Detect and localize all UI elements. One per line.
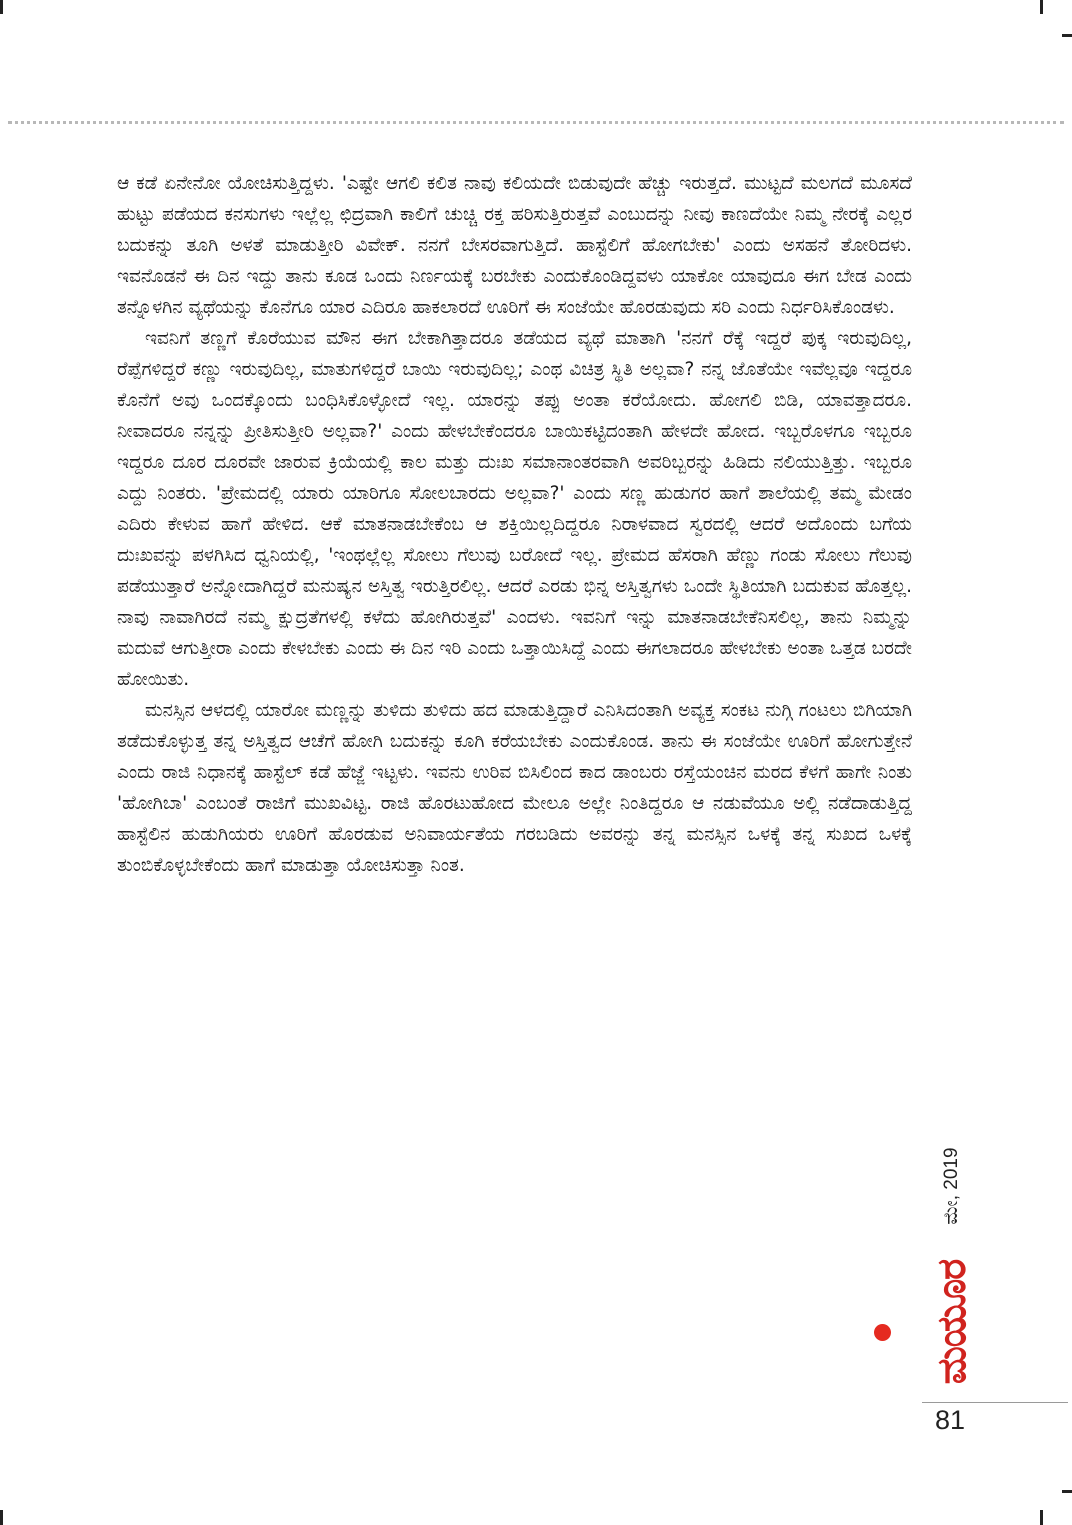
paragraph-1: ಆ ಕಡೆ ಏನೇನೋ ಯೋಚಿಸುತ್ತಿದ್ದಳು. 'ಎಷ್ಟೇ ಆಗಲಿ ಕಲಿತ ನಾವು ಕಲಿಯದೇ ಬಿಡುವುದೇ ಹೆಚ್ಚು ಇರುತ್ತದೆ. ಮುಟ್ಟದೆ ಮಲಗದೆ ಮೂಸದೆ ಹುಟ್ಟು ಪಡೆಯದ ಕನಸುಗಳು ಇಲ್ಲೆಲ್ಲ ಛಿದ್ರವಾಗಿ ಕಾಲಿಗೆ ಚುಚ್ಚಿ ರಕ್ತ ಹರಿಸುತ್ತಿರುತ್ತವೆ ಎಂಬುದನ್ನು ನೀವು ಕಾಣದೆಯೇ ನಿಮ್ಮ ನೇರಕ್ಕೆ ಎಲ್ಲರ ಬದುಕನ್ನು ತೂಗಿ ಅಳತೆ ಮಾಡುತ್ತೀರಿ ವಿವೇಕ್. ನನಗೆ ಬೇಸರವಾಗುತ್ತಿದೆ. ಹಾಸ್ಟೆಲಿಗೆ ಹೋಗಬೇಕು' ಎಂದು ಅಸಹನೆ ತೋರಿದಳು. ಇವನೊಡನೆ ಈ ದಿನ ಇದ್ದು ತಾನು ಕೂಡ ಒಂದು ನಿರ್ಣಯಕ್ಕೆ ಬರಬೇಕು ಎಂದುಕೊಂಡಿದ್ದವಳು ಯಾಕೋ ಯಾವುದೂ ಈಗ ಬೇಡ ಎಂದು ತನ್ನೊಳಗಿನ ವ್ಯಥೆಯನ್ನು ಕೊನೆಗೂ ಯಾರ ಎದಿರೂ ಹಾಕಲಾರದೆ ಊರಿಗೆ ಈ ಸಂಜೆಯೇ ಹೊರಡುವುದು ಸರಿ ಎಂದು ನಿರ್ಧರಿಸಿಕೊಂಡಳು. [117, 173, 912, 318]
crop-mark-top-right [1040, 0, 1043, 14]
crop-mark-bottom-right [1040, 1510, 1043, 1525]
crop-mark-right-upper [1062, 34, 1072, 37]
crop-mark-bottom-left [0, 1510, 3, 1525]
paragraph-3: ಮನಸ್ಸಿನ ಆಳದಲ್ಲಿ ಯಾರೋ ಮಣ್ಣನ್ನು ತುಳಿದು ತುಳಿದು ಹದ ಮಾಡುತ್ತಿದ್ದಾರೆ ಎನಿಸಿದಂತಾಗಿ ಅವ್ಯಕ್ತ ಸಂಕಟ ನುಗ್ಗಿ ಗಂಟಲು ಬಿಗಿಯಾಗಿ ತಡೆದುಕೊಳ್ಳುತ್ತ ತನ್ನ ಅಸ್ತಿತ್ವದ ಆಚೆಗೆ ಹೋಗಿ ಬದುಕನ್ನು ಕೂಗಿ ಕರೆಯಬೇಕು ಎಂದುಕೊಂಡ. ತಾನು ಈ ಸಂಜೆಯೇ ಊರಿಗೆ ಹೋಗುತ್ತೇನೆ ಎಂದು ರಾಜಿ ನಿಧಾನಕ್ಕೆ ಹಾಸ್ಟೆಲ್ ಕಡೆ ಹೆಜ್ಜೆ ಇಟ್ಟಳು. ಇವನು ಉರಿವ ಬಿಸಿಲಿಂದ ಕಾದ ಡಾಂಬರು ರಸ್ತೆಯಂಚಿನ ಮರದ ಕೆಳಗೆ ಹಾಗೇ ನಿಂತು 'ಹೋಗಿಬಾ' ಎಂಬಂತೆ ರಾಜಿಗೆ ಮುಖವಿಟ್ಟ. ರಾಜಿ ಹೊರಟುಹೋದ ಮೇಲೂ ಅಲ್ಲೇ ನಿಂತಿದ್ದರೂ ಆ ನಡುವೆಯೂ ಅಲ್ಲಿ ನಡೆದಾಡುತ್ತಿದ್ದ ಹಾಸ್ಟೆಲಿನ ಹುಡುಗಿಯರು ಊರಿಗೆ ಹೊರಡುವ ಅನಿವಾರ್ಯತೆಯ ಗರಬಡಿದು ಅವರನ್ನು ತನ್ನ ಮನಸ್ಸಿನ ಒಳಕ್ಕೆ ತನ್ನ ಸುಖದ ಒಳಕ್ಕೆ ತುಂಬಿಕೊಳ್ಳಬೇಕೆಂದು ಹಾಗೆ ಮಾಡುತ್ತಾ ಯೋಚಿಸುತ್ತಾ ನಿಂತ. [117, 700, 912, 876]
folio-rule [922, 1402, 1068, 1403]
paragraph-2: ಇವನಿಗೆ ತಣ್ಣಗೆ ಕೊರೆಯುವ ಮೌನ ಈಗ ಬೇಕಾಗಿತ್ತಾದರೂ ತಡೆಯದ ವ್ಯಥೆ ಮಾತಾಗಿ 'ನನಗೆ ರೆಕ್ಕೆ ಇದ್ದರೆ ಪುಕ್ಕ ಇರುವುದಿಲ್ಲ, ರೆಪ್ಪೆಗಳಿದ್ದರೆ ಕಣ್ಣು ಇರುವುದಿಲ್ಲ, ಮಾತುಗಳಿದ್ದರೆ ಬಾಯಿ ಇರುವುದಿಲ್ಲ; ಎಂಥ ವಿಚಿತ್ರ ಸ್ಥಿತಿ ಅಲ್ಲವಾ? ನನ್ನ ಜೊತೆಯೇ ಇವೆಲ್ಲವೂ ಇದ್ದರೂ ಕೊನೆಗೆ ಅವು ಒಂದಕ್ಕೊಂದು ಬಂಧಿಸಿಕೊಳ್ಳೋದೆ ಇಲ್ಲ. ಯಾರನ್ನು ತಪ್ಪು ಅಂತಾ ಕರೆಯೋದು. ಹೋಗಲಿ ಬಿಡಿ, ಯಾವತ್ತಾದರೂ. ನೀವಾದರೂ ನನ್ನನ್ನು ಪ್ರೀತಿಸುತ್ತೀರಿ ಅಲ್ಲವಾ?' ಎಂದು ಹೇಳಬೇಕೆಂದರೂ ಬಾಯಿಕಟ್ಟಿದಂತಾಗಿ ಹೇಳದೇ ಹೋದ. ಇಬ್ಬರೊಳಗೂ ಇಬ್ಬರೂ ಇದ್ದರೂ ದೂರ ದೂರವೇ ಜಾರುವ ಕ್ರಿಯೆಯಲ್ಲಿ ಕಾಲ ಮತ್ತು ದುಃಖ ಸಮಾನಾಂತರವಾಗಿ ಅವರಿಬ್ಬರನ್ನು ಹಿಡಿದು ನಲಿಯುತ್ತಿತ್ತು. ಇಬ್ಬರೂ ಎದ್ದು ನಿಂತರು. 'ಪ್ರೇಮದಲ್ಲಿ ಯಾರು ಯಾರಿಗೂ ಸೋಲಬಾರದು ಅಲ್ಲವಾ?' ಎಂದು ಸಣ್ಣ ಹುಡುಗರ ಹಾಗೆ ಶಾಲೆಯಲ್ಲಿ ತಮ್ಮ ಮೇಡಂ ಎದಿರು ಕೇಳುವ ಹಾಗೆ ಹೇಳಿದ. ಆಕೆ ಮಾತನಾಡಬೇಕೆಂಬ ಆ ಶಕ್ತಿಯಿಲ್ಲದಿದ್ದರೂ ನಿರಾಳವಾದ ಸ್ವರದಲ್ಲಿ ಆದರೆ ಅದೊಂದು ಬಗೆಯ ದುಃಖವನ್ನು ಪಳಗಿಸಿದ ಧ್ವನಿಯಲ್ಲಿ, 'ಇಂಥಲ್ಲೆಲ್ಲ ಸೋಲು ಗೆಲುವು ಬರೋದೆ ಇಲ್ಲ. ಪ್ರೇಮದ ಹೆಸರಾಗಿ ಹೆಣ್ಣು ಗಂಡು ಸೋಲು ಗೆಲುವು ಪಡೆಯುತ್ತಾರೆ ಅನ್ನೋದಾಗಿದ್ದರೆ ಮನುಷ್ಯನ ಅಸ್ತಿತ್ವ ಇರುತ್ತಿರಲಿಲ್ಲ. ಆದರೆ ಎರಡು ಭಿನ್ನ ಅಸ್ತಿತ್ವಗಳು ಒಂದೇ ಸ್ಥಿತಿಯಾಗಿ ಬದುಕುವ ಹೊತ್ತಲ್ಲ. ನಾವು ನಾವಾಗಿರದೆ ನಮ್ಮ ಕ್ಷುದ್ರತೆಗಳಲ್ಲಿ ಕಳೆದು ಹೋಗಿರುತ್ತವೆ' ಎಂದಳು. ಇವನಿಗೆ ಇನ್ನು ಮಾತನಾಡಬೇಕೆನಿಸಲಿಲ್ಲ, ತಾನು ನಿಮ್ಮನ್ನು ಮದುವೆ ಆಗುತ್ತೀರಾ ಎಂದು ಕೇಳಬೇಕು ಎಂದು ಈ ದಿನ ಇರಿ ಎಂದು ಒತ್ತಾಯಿಸಿದ್ದೆ ಎಂದು ಈಗಲಾದರೂ ಹೇಳಬೇಕು ಅಂತಾ ಒತ್ತಡ ಬರದೇ ಹೋಯಿತು. [117, 328, 912, 690]
header-dotted-rule [8, 121, 1064, 124]
issue-date: ಮೇ, 2019 [941, 1147, 962, 1225]
logo-text: ಮಯೂರ [929, 1259, 975, 1385]
page-number: 81 [935, 1405, 966, 1435]
red-dot-icon [874, 1324, 891, 1341]
article-body [117, 168, 912, 881]
crop-mark-top-left [0, 0, 3, 14]
magazine-logo [929, 1260, 975, 1385]
crop-mark-right-lower [1062, 1490, 1072, 1493]
